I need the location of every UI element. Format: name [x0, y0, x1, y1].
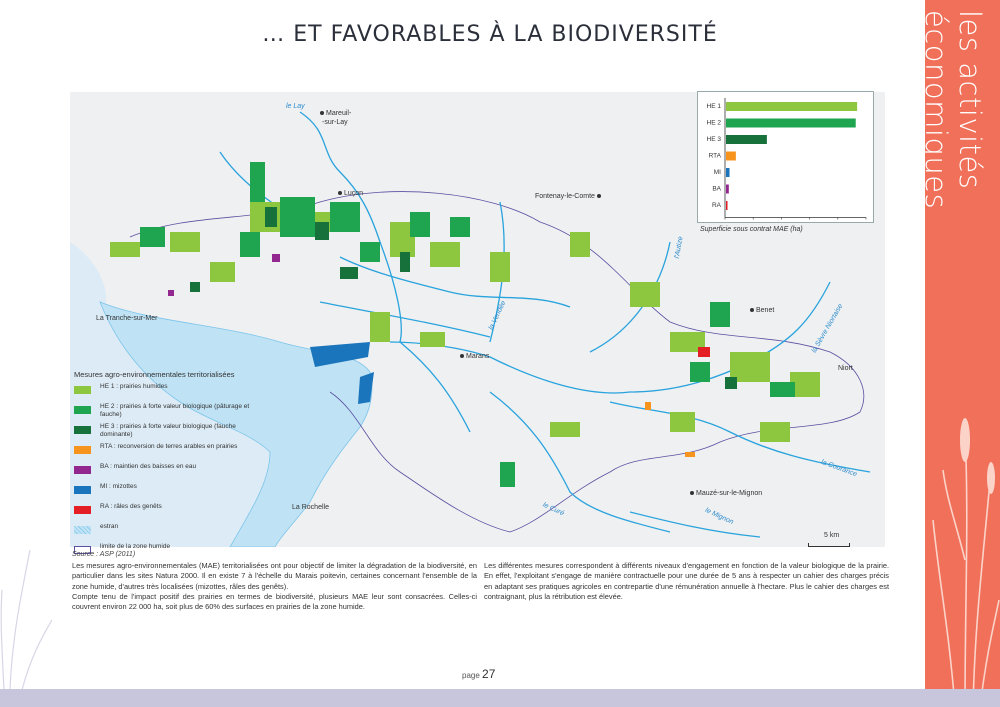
- chart-category-label: HE 3: [706, 136, 721, 143]
- chart-bar: [726, 119, 856, 128]
- river-label-sevre: la Sèvre Niortaise: [810, 302, 845, 355]
- place-fontenay: Fontenay-le-Comte: [535, 193, 603, 200]
- chart-category-label: RTA: [708, 152, 721, 160]
- legend-item-he3: HE 3 : prairies à forte valeur biologique (fauche dominante): [74, 423, 254, 439]
- footer-band: [0, 689, 1000, 707]
- chart-bar: [726, 135, 767, 144]
- map-legend: [74, 370, 254, 559]
- place-la-tranche: La Tranche-sur-Mer: [96, 315, 158, 322]
- place-la-rochelle: La Rochelle: [292, 504, 329, 511]
- rta-parcel: [685, 452, 695, 457]
- chart-caption: Superficie sous contrat MAE (ha): [700, 226, 803, 233]
- chart-bar: [726, 168, 730, 177]
- river-label-mignon: le Mignon: [703, 506, 735, 527]
- place-niort: Niort: [838, 365, 853, 372]
- page-number: page 27: [462, 667, 496, 681]
- chart-category-label: RA: [711, 202, 721, 209]
- chart-category-label: HE 1: [706, 103, 721, 110]
- scale-label: 5 km: [824, 532, 840, 539]
- place-mauze: Mauzé-sur-le-Mignon: [690, 490, 762, 497]
- legend-item-ba: BA : maintien des baisses en eau: [74, 463, 254, 479]
- legend-title: Mesures agro-environnementales territorialisées: [74, 370, 235, 379]
- scale-bar: [808, 543, 850, 547]
- body-left-column: [72, 561, 477, 612]
- chart-category-label: HE 2: [706, 119, 721, 127]
- source-note: Source : ASP (2011): [72, 551, 136, 558]
- river-label-courance: la Courance: [819, 458, 858, 479]
- paragraph: Les mesures agro-environnementales (MAE) territorialisées ont pour objectif de limiter la dégradation de la biodiversité, en particulier dans les sites Natura 2000. Il en existe 7 à l'échelle du Marais poitevin, certaines concernant l'ensemble de la zone humide, d'autres très localisées (mizottes, râles des genêts).: [72, 561, 477, 591]
- rta-parcel: [645, 402, 651, 410]
- ra-parcel: [698, 347, 710, 357]
- river-label-vendee: la Vendée: [487, 299, 508, 332]
- place-mareuil: Mareuil-: [320, 110, 351, 117]
- chart-category-label: BA: [712, 185, 721, 193]
- legend-item-he1: HE 1 : prairies humides: [74, 383, 254, 399]
- chart-bar: [726, 185, 729, 194]
- place-benet: Benet: [750, 307, 774, 314]
- chart-bar: [726, 152, 736, 161]
- paragraph: Les différentes mesures correspondent à différents niveaux d'engagement en fonction de la valeur biologique de la prairie. En effet, l'exploitant s'engage de manière contractuelle pour une durée de 5 ans à respecter un cahier des charges précis en adaptant ses pratiques agricoles en contrepartie d'une rémunération annuelle à l'hectare. Plus le cahier des charges est contraignant, plus la rétribution est élevée.: [484, 561, 889, 601]
- river-label-cure: le Curé: [541, 501, 565, 518]
- ba-parcel: [168, 290, 174, 296]
- body-right-column: [484, 561, 889, 602]
- place-lucon: Luçon: [338, 190, 363, 197]
- legend-item-ra: RA : râles des genêts: [74, 503, 254, 519]
- legend-item-mi: MI : mizottes: [74, 483, 254, 499]
- paragraph: Compte tenu de l'impact positif des prairies en termes de biodiversité, plusieurs MAE leur sont consacrées. Celles-ci couvrent environ 22 000 ha, soit plus de 60% des surfaces en prairies de la zone humide.: [72, 591, 477, 612]
- river-label-lay: le Lay: [286, 103, 305, 110]
- legend-item-rta: RTA : reconversion de terres arables en prairies: [74, 443, 254, 459]
- legend-item-limite: limite de la zone humide: [74, 543, 254, 559]
- chart-bar: [726, 201, 728, 210]
- place-marans: Marans: [460, 353, 489, 360]
- page-title: … ET FAVORABLES À LA BIODIVERSITÉ: [262, 22, 718, 47]
- place-mareuil-2: -sur-Lay: [322, 119, 348, 126]
- ba-parcel: [272, 254, 280, 262]
- river-label-autize: l'Autize: [673, 235, 685, 260]
- reed-decoration-left: [0, 530, 60, 690]
- legend-item-he2: HE 2 : prairies à forte valeur biologique (pâturage et fauche): [74, 403, 254, 419]
- mae-bar-chart: [698, 92, 873, 222]
- inset-chart-panel: [697, 91, 874, 223]
- legend-item-estran: estran: [74, 523, 254, 539]
- chart-category-label: MI: [713, 169, 721, 176]
- chart-bar: [726, 102, 857, 111]
- section-heading: les activités économiques: [919, 10, 987, 210]
